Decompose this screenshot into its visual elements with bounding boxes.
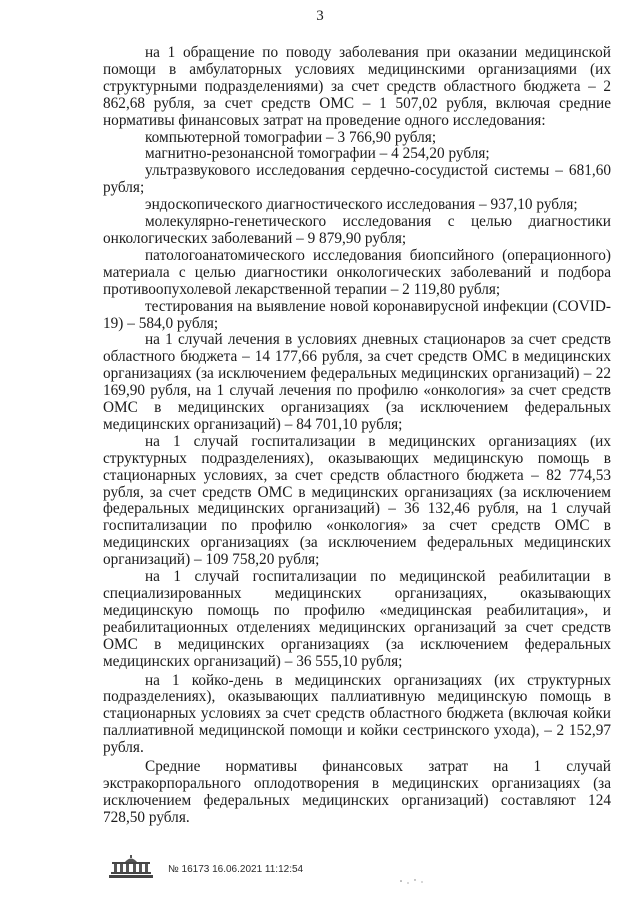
- paragraph: молекулярно-генетического исследования с целью диагностики онкологических заболеваний – 9 879,90 рубля;: [103, 213, 611, 247]
- paragraph: на 1 случай госпитализации в медицинских организациях (их структурных подразделениях), оказывающих медицинскую помощь в стационарных условиях, за счет средств областного бюджета – 82 774,53 рубля, за счет средств ОМС в медицинских организациях (за исключением федеральных медицинских организаций) – 36 132,46 рубля, на 1 случай госпитализации по профилю «онкология» за счет средств ОМС в медицинских организациях (за исключением федеральных медицинских организаций) – 109 758,20 рубля;: [103, 432, 611, 569]
- paragraph: на 1 койко-день в медицинских организациях (их структурных подразделениях), оказывающих паллиативную медицинскую помощь в стационарных условиях за счет средств областного бюджета (включая койки паллиативной медицинской помощи и койки сестринского ухода), – 2 152,97 рубля.: [103, 671, 611, 757]
- government-building-icon: [108, 855, 154, 879]
- paragraph: патологоанатомического исследования биопсийного (операционного) материала с целью диагностики онкологических заболеваний и подбора противоопухолевой лекарственной терапии – 2 119,80 рубля;: [103, 246, 611, 298]
- paragraph: ультразвукового исследования сердечно-сосудистой системы – 681,60 рубля;: [103, 162, 611, 197]
- document-body: [103, 45, 611, 827]
- paragraph: компьютерной томографии – 3 766,90 рубля;: [145, 128, 437, 146]
- paragraph: на 1 обращение по поводу заболевания при оказании медицинской помощи в амбулаторных условиях медицинскими организациями (их структурными подразделениями) за счет средств областного бюджета – 2 862,68 рубля, за счет средств ОМС – 1 507,02 рубля, включая средние нормативы финансовых затрат на проведение одного исследования:: [103, 44, 611, 129]
- page-number: 3: [316, 8, 324, 24]
- paragraph: на 1 случай госпитализации по медицинской реабилитации в специализированных медицинских организациях, оказывающих медицинскую помощь по профилю «медицинская реабилитация», и реабилитационных отделениях медицинских организаций за счет средств ОМС в медицинских организациях (за исключением федеральных медицинских организаций) – 36 555,10 рубля;: [103, 568, 611, 670]
- paragraph: Средние нормативы финансовых затрат на 1 случай экстракорпорального оплодотворения в медицинских организациях (за исключением федеральных медицинских организаций) составляют 124 728,50 рубля.: [103, 758, 611, 826]
- paragraph: на 1 случай лечения в условиях дневных стационаров за счет средств областного бюджета – 14 177,66 рубля, за счет средств ОМС в медицинских организациях (за исключением федеральных медицинских организаций) – 22 169,90 рубля, на 1 случай лечения по профилю «онкология» за счет средств ОМС в медицинских организациях (за исключением федеральных медицинских организаций) – 84 701,10 рубля;: [103, 331, 611, 433]
- registration-stamp: [108, 855, 303, 879]
- paragraph: эндоскопического диагностического исследования – 937,10 рубля;: [145, 196, 578, 214]
- scan-speckles: [398, 876, 428, 886]
- paragraph: магнитно-резонансной томографии – 4 254,20 рубля;: [145, 145, 490, 163]
- registration-number: № 16173 16.06.2021 11:12:54: [168, 864, 304, 875]
- paragraph: тестирования на выявление новой коронавирусной инфекции (COVID-19) – 584,0 рубля;: [103, 297, 611, 332]
